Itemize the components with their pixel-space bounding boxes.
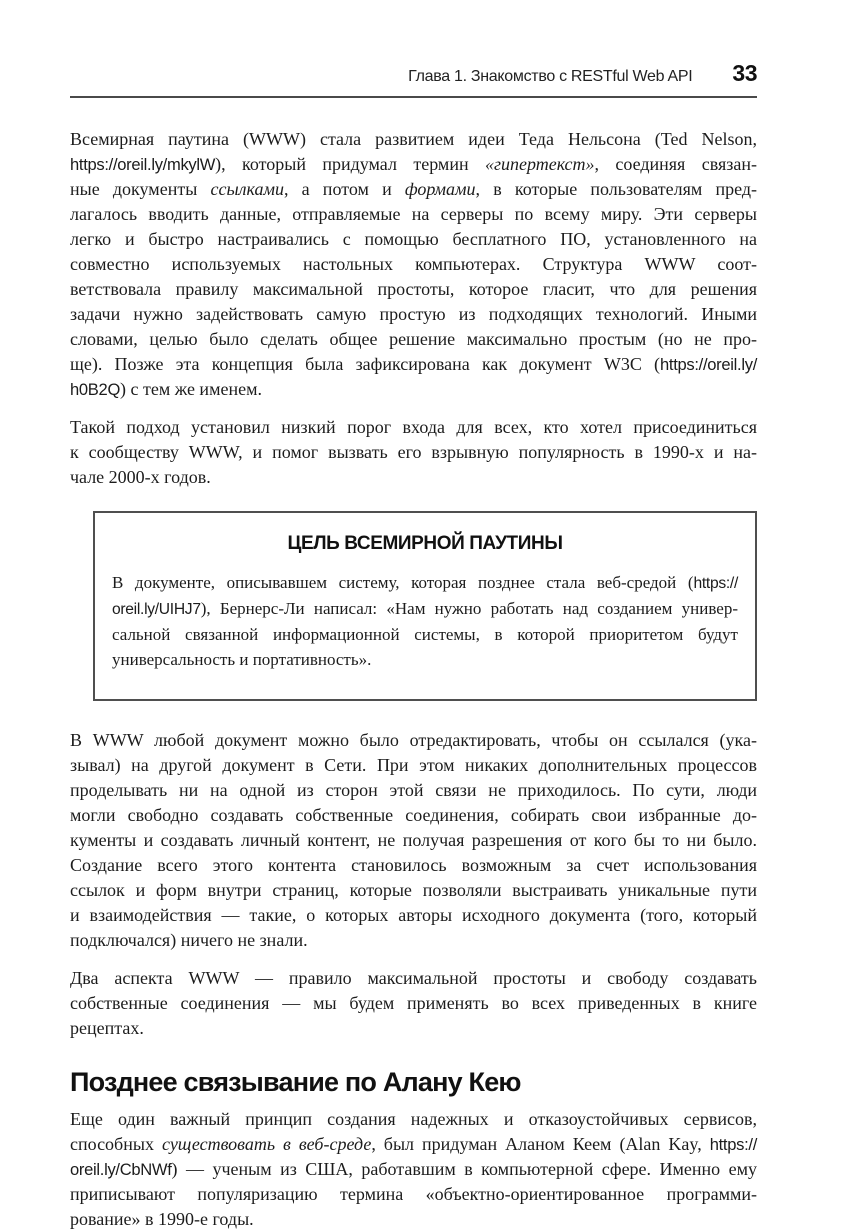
page-number: 33 (732, 60, 757, 86)
text-line: h0B2Q) с тем же именем. (70, 379, 262, 399)
text-line: задачи нужно задействовать самую простую из подходящих технологий. Иными (70, 304, 757, 324)
text-line: Всемирная паутина (WWW) стала развитием идеи Теда Нельсона (Ted Nelson, (70, 129, 757, 149)
text-line: В документе, описывавшем систему, которая позднее стала веб-средой (https:// (112, 573, 738, 592)
paragraph-editing-links (70, 728, 757, 953)
paragraph-low-barrier (70, 415, 757, 490)
sidebar-box (93, 511, 757, 701)
paragraph-alan-kay (70, 1107, 757, 1232)
text-line: oreil.ly/UIHJ7), Бернерс-Ли написал: «Нам нужно работать над созданием универ- (112, 599, 738, 618)
section-heading-late-binding: Позднее связывание по Алану Кею (70, 1067, 521, 1097)
text-line: чале 2000-х годов. (70, 467, 211, 487)
text-line: кументы и создавать личный контент, не получая разрешения от кого бы то ни было. (70, 830, 757, 850)
text-line: oreil.ly/CbNWf) — ученым из США, работавшим в компьютерной сфере. Именно ему (70, 1159, 757, 1179)
sidebar-title: ЦЕЛЬ ВСЕМИРНОЙ ПАУТИНЫ (287, 533, 563, 554)
text-line: словами, целью было сделать общее решение максимально простым (но не про- (70, 329, 757, 349)
text-line: совместно используемых настольных компьютерах. Структура WWW соот- (70, 254, 757, 274)
paragraph-www-origin (70, 127, 757, 402)
text-line: Еще один важный принцип создания надежных и отказоустойчивых сервисов, (70, 1109, 757, 1129)
text-line: Создание всего этого контента становилось возможным за счет использования (70, 855, 757, 875)
text-line: проделывать ни на одной из сторон этой связи не приходилось. По сути, люди (70, 780, 757, 800)
chapter-title: Глава 1. Знакомство с RESTful Web API (408, 68, 693, 85)
text-line: могли свободно создавать собственные соединения, собирать свои избранные до- (70, 805, 757, 825)
text-line: В WWW любой документ можно было отредактировать, чтобы он ссылался (ука- (70, 730, 757, 750)
text-line: собственные соединения — мы будем применять во всех приведенных в книге (70, 993, 757, 1013)
text-line: https://oreil.ly/mkylW), который придумал термин «гипертекст», соединяя связан- (70, 154, 757, 174)
text-line: способных существовать в веб-среде, был придуман Аланом Кеем (Alan Kay, https:// (70, 1134, 757, 1154)
text-line: Два аспекта WWW — правило максимальной простоты и свободу создавать (70, 968, 757, 988)
text-line: к сообществу WWW, и помог вызвать его взрывную популярность в 1990-х и на- (70, 442, 757, 462)
sidebar-body (112, 570, 738, 672)
running-header (70, 60, 757, 98)
page-content (70, 60, 757, 1232)
text-line: универсальность и портативность». (112, 650, 372, 669)
text-line: ные документы ссылками, а потом и формами, в которые пользователям пред- (70, 179, 757, 199)
text-line: рование» в 1990-е годы. (70, 1209, 254, 1229)
text-line: лагалось вводить данные, отправляемые на серверы по всему миру. Эти серверы (70, 204, 757, 224)
text-line: легко и быстро настраивались с помощью бесплатного ПО, установленного на (70, 229, 757, 249)
text-line: ссылок и форм внутри страниц, которые позволяли выстраивать уникальные пути (70, 880, 757, 900)
text-line: сальной связанной информационной системы, в которой приоритетом будут (112, 625, 738, 644)
text-line: зывал) на другой документ в Сети. При этом никаких дополнительных процессов (70, 755, 757, 775)
text-line: подключался) ничего не знали. (70, 930, 308, 950)
paragraph-two-aspects (70, 966, 757, 1041)
text-line: приписывают популяризацию термина «объектно-ориентированное программи- (70, 1184, 757, 1204)
text-line: ветствовала правилу максимальной простоты, которое гласит, что для решения (70, 279, 757, 299)
text-line: и взаимодействия — такие, о которых авторы исходного документа (того, который (70, 905, 757, 925)
text-line: ще). Позже эта концепция была зафиксирована как документ W3C (https://oreil.ly/ (70, 354, 757, 374)
text-line: Такой подход установил низкий порог входа для всех, кто хотел присоединиться (70, 417, 757, 437)
text-line: рецептах. (70, 1018, 144, 1038)
